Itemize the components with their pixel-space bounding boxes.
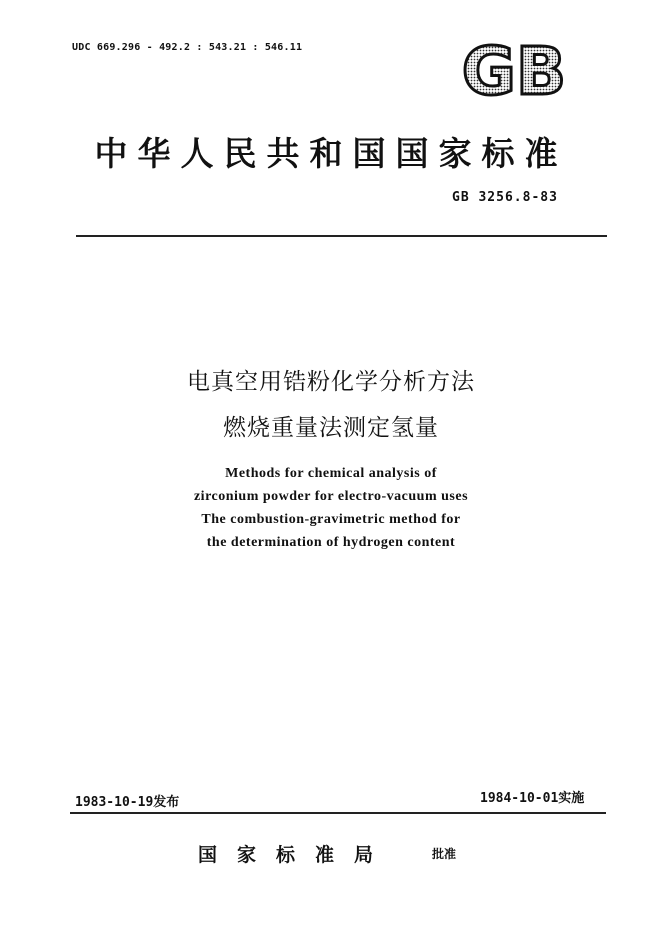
english-title-line-2: zirconium powder for electro-vacuum uses	[193, 489, 469, 504]
issuing-bureau: 国家标准局	[198, 844, 394, 866]
chinese-title-line-1: 电真空用锆粉化学分析方法	[187, 369, 475, 395]
udc-code: UDC 669.296 - 492.2 : 543.21 : 546.11	[72, 42, 303, 53]
gb-logo-text: GB	[461, 40, 567, 100]
english-title-line-4: the determination of hydrogen content	[206, 535, 456, 550]
gb-logo	[452, 40, 576, 100]
issue-date: 1983-10-19发布	[75, 795, 180, 810]
chinese-title-line-2: 燃烧重量法测定氢量	[223, 415, 439, 441]
standard-number: GB 3256.8-83	[452, 190, 558, 205]
bottom-divider	[70, 812, 606, 814]
implementation-date: 1984-10-01实施	[480, 791, 585, 806]
approval-label: 批准	[432, 847, 457, 861]
top-divider	[76, 235, 607, 237]
english-title-line-3: The combustion-gravimetric method for	[201, 512, 461, 527]
english-title-line-1: Methods for chemical analysis of	[225, 466, 437, 481]
national-standard-heading: 中华人民共和国国家标准	[94, 134, 568, 173]
